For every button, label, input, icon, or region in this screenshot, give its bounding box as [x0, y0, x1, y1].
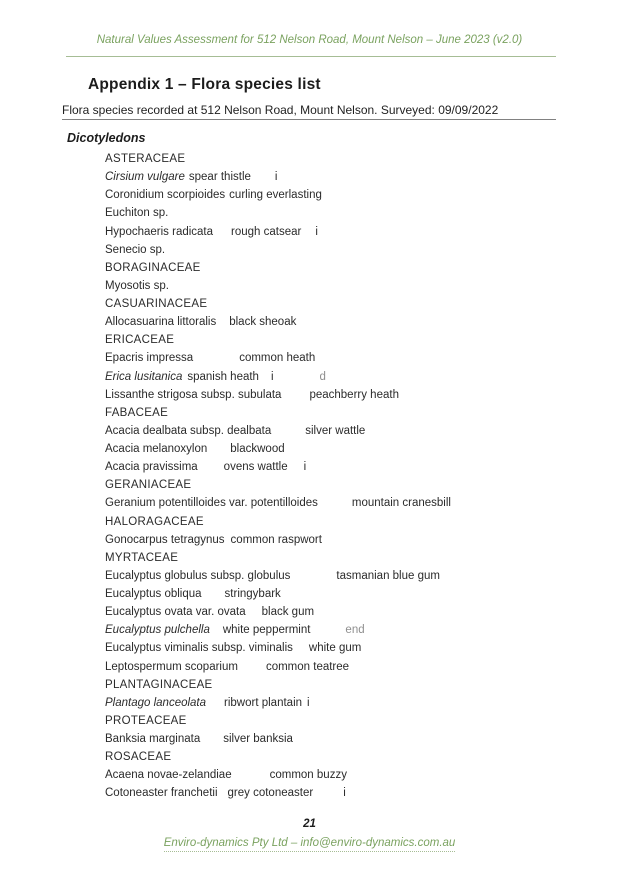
header-rule [66, 56, 556, 57]
species-common-name: ovens wattle [223, 461, 288, 474]
species-row [105, 730, 622, 748]
species-scientific-name: Acacia melanoxylon [105, 443, 208, 455]
species-scientific-name: Gonocarpus tetragynus [105, 533, 225, 546]
species-common-name: stringybark [224, 588, 281, 600]
species-scientific-name: Epacris impressa [105, 352, 194, 365]
species-common-name: curling everlasting [229, 189, 322, 202]
status-code: i [307, 696, 310, 709]
family-row [105, 712, 622, 730]
status-code: i [343, 787, 346, 800]
status-code: i [303, 461, 307, 474]
flora-species-list [105, 150, 622, 803]
species-scientific-name: Eucalyptus obliqua [105, 588, 202, 600]
family-row [105, 549, 622, 567]
species-common-name: white gum [308, 642, 362, 655]
family-name: PROTEACEAE [105, 714, 187, 727]
species-scientific-name: Hypochaeris radicata [105, 225, 214, 238]
family-row [105, 513, 622, 531]
species-scientific-name: Geranium potentilloides var. potentilloides [105, 497, 318, 510]
species-common-name: common teatree [265, 660, 350, 673]
survey-subtitle: Flora species recorded at 512 Nelson Road, Mount Nelson. Surveyed: 09/09/2022 [62, 103, 499, 117]
footer-contact-link: Enviro-dynamics Pty Ltd – info@enviro-dynamics.com.au [164, 837, 456, 852]
species-row [105, 241, 622, 259]
species-row [105, 621, 622, 639]
species-row [105, 531, 622, 549]
species-common-name: mountain cranesbill [351, 497, 451, 510]
species-scientific-name: Allocasuarina littoralis [105, 316, 217, 329]
species-scientific-name: Eucalyptus viminalis subsp. viminalis [105, 642, 293, 655]
species-common-name: common raspwort [230, 533, 322, 546]
page-footer [62, 837, 557, 852]
species-scientific-name: Cotoneaster franchetii [105, 787, 218, 800]
species-common-name: silver wattle [305, 424, 366, 437]
status-code: i [274, 171, 278, 184]
family-row [105, 676, 622, 694]
species-scientific-name: Coronidium scorpioides [105, 189, 226, 202]
species-row [105, 186, 622, 204]
family-row [105, 476, 622, 494]
species-scientific-name: Myosotis sp. [105, 279, 169, 292]
page-number: 21 [303, 818, 316, 830]
family-name: BORAGINACEAE [105, 261, 201, 274]
species-row [105, 658, 622, 676]
subtitle-rule [62, 119, 556, 120]
family-name: ROSACEAE [105, 751, 172, 764]
species-row [105, 368, 622, 386]
species-common-name: black gum [261, 606, 315, 619]
family-name: CASUARINACEAE [105, 298, 208, 310]
species-row [105, 567, 622, 585]
species-common-name: spanish heath [187, 370, 259, 383]
status-code: i [270, 370, 274, 383]
species-row [105, 766, 622, 784]
status-code: end [345, 624, 365, 637]
species-row [105, 603, 622, 621]
status-code: d [319, 370, 326, 383]
page-title: Appendix 1 – Flora species list [88, 76, 321, 93]
species-row [105, 223, 622, 241]
species-common-name: rough catsear [231, 225, 302, 238]
species-scientific-name: Lissanthe strigosa subsp. subulata [105, 388, 282, 401]
species-common-name: tasmanian blue gum [336, 569, 440, 582]
species-row [105, 440, 622, 458]
family-name: FABACEAE [105, 406, 169, 419]
species-row [105, 277, 622, 295]
family-row [105, 748, 622, 766]
species-row [105, 458, 622, 476]
species-row [105, 784, 622, 802]
species-row [105, 204, 622, 222]
species-common-name: ribwort plantain [224, 696, 303, 709]
species-scientific-name: Eucalyptus ovata var. ovata [105, 606, 246, 619]
page-header-title: Natural Values Assessment for 512 Nelson Road, Mount Nelson – June 2023 (v2.0) [96, 34, 523, 46]
family-name: MYRTACEAE [105, 551, 179, 564]
species-common-name: white peppermint [222, 624, 311, 637]
family-row [105, 404, 622, 422]
family-name: HALORAGACEAE [105, 515, 204, 528]
species-row [105, 639, 622, 657]
species-row [105, 349, 622, 367]
section-heading-dicotyledons: Dicotyledons [67, 131, 146, 145]
family-row [105, 331, 622, 349]
species-common-name: common buzzy [269, 769, 347, 782]
species-scientific-name: Acacia dealbata subsp. dealbata [105, 424, 272, 437]
family-name: ASTERACEAE [105, 153, 186, 165]
species-common-name: common heath [239, 352, 316, 365]
species-scientific-name: Senecio sp. [105, 243, 166, 256]
species-scientific-name: Banksia marginata [105, 733, 201, 745]
species-scientific-name: Acaena novae-zelandiae [105, 769, 232, 782]
species-row [105, 494, 622, 512]
status-code: i [315, 225, 318, 238]
species-common-name: blackwood [230, 443, 285, 455]
family-row [105, 259, 622, 277]
species-row [105, 386, 622, 404]
species-common-name: grey cotoneaster [227, 787, 314, 800]
species-common-name: silver banksia [223, 733, 293, 745]
species-common-name: black sheoak [229, 316, 297, 329]
species-scientific-name: Acacia pravissima [105, 461, 198, 474]
species-scientific-name: Leptospermum scoparium [105, 660, 238, 673]
species-scientific-name: Euchiton sp. [105, 207, 169, 220]
species-scientific-name: Plantago lanceolata [105, 696, 207, 709]
family-name: ERICACEAE [105, 334, 175, 347]
family-row [105, 295, 622, 313]
family-name: GERANIACEAE [105, 479, 192, 492]
species-scientific-name: Cirsium vulgare [105, 171, 185, 184]
species-row [105, 168, 622, 186]
species-scientific-name: Eucalyptus pulchella [105, 624, 210, 637]
species-scientific-name: Eucalyptus globulus subsp. globulus [105, 569, 291, 582]
family-name: PLANTAGINACEAE [105, 678, 213, 691]
species-scientific-name: Erica lusitanica [105, 370, 183, 383]
species-common-name: peachberry heath [309, 388, 399, 401]
species-row [105, 422, 622, 440]
species-row [105, 313, 622, 331]
species-row [105, 694, 622, 712]
species-common-name: spear thistle [188, 171, 251, 184]
species-row [105, 585, 622, 603]
family-row [105, 150, 622, 168]
